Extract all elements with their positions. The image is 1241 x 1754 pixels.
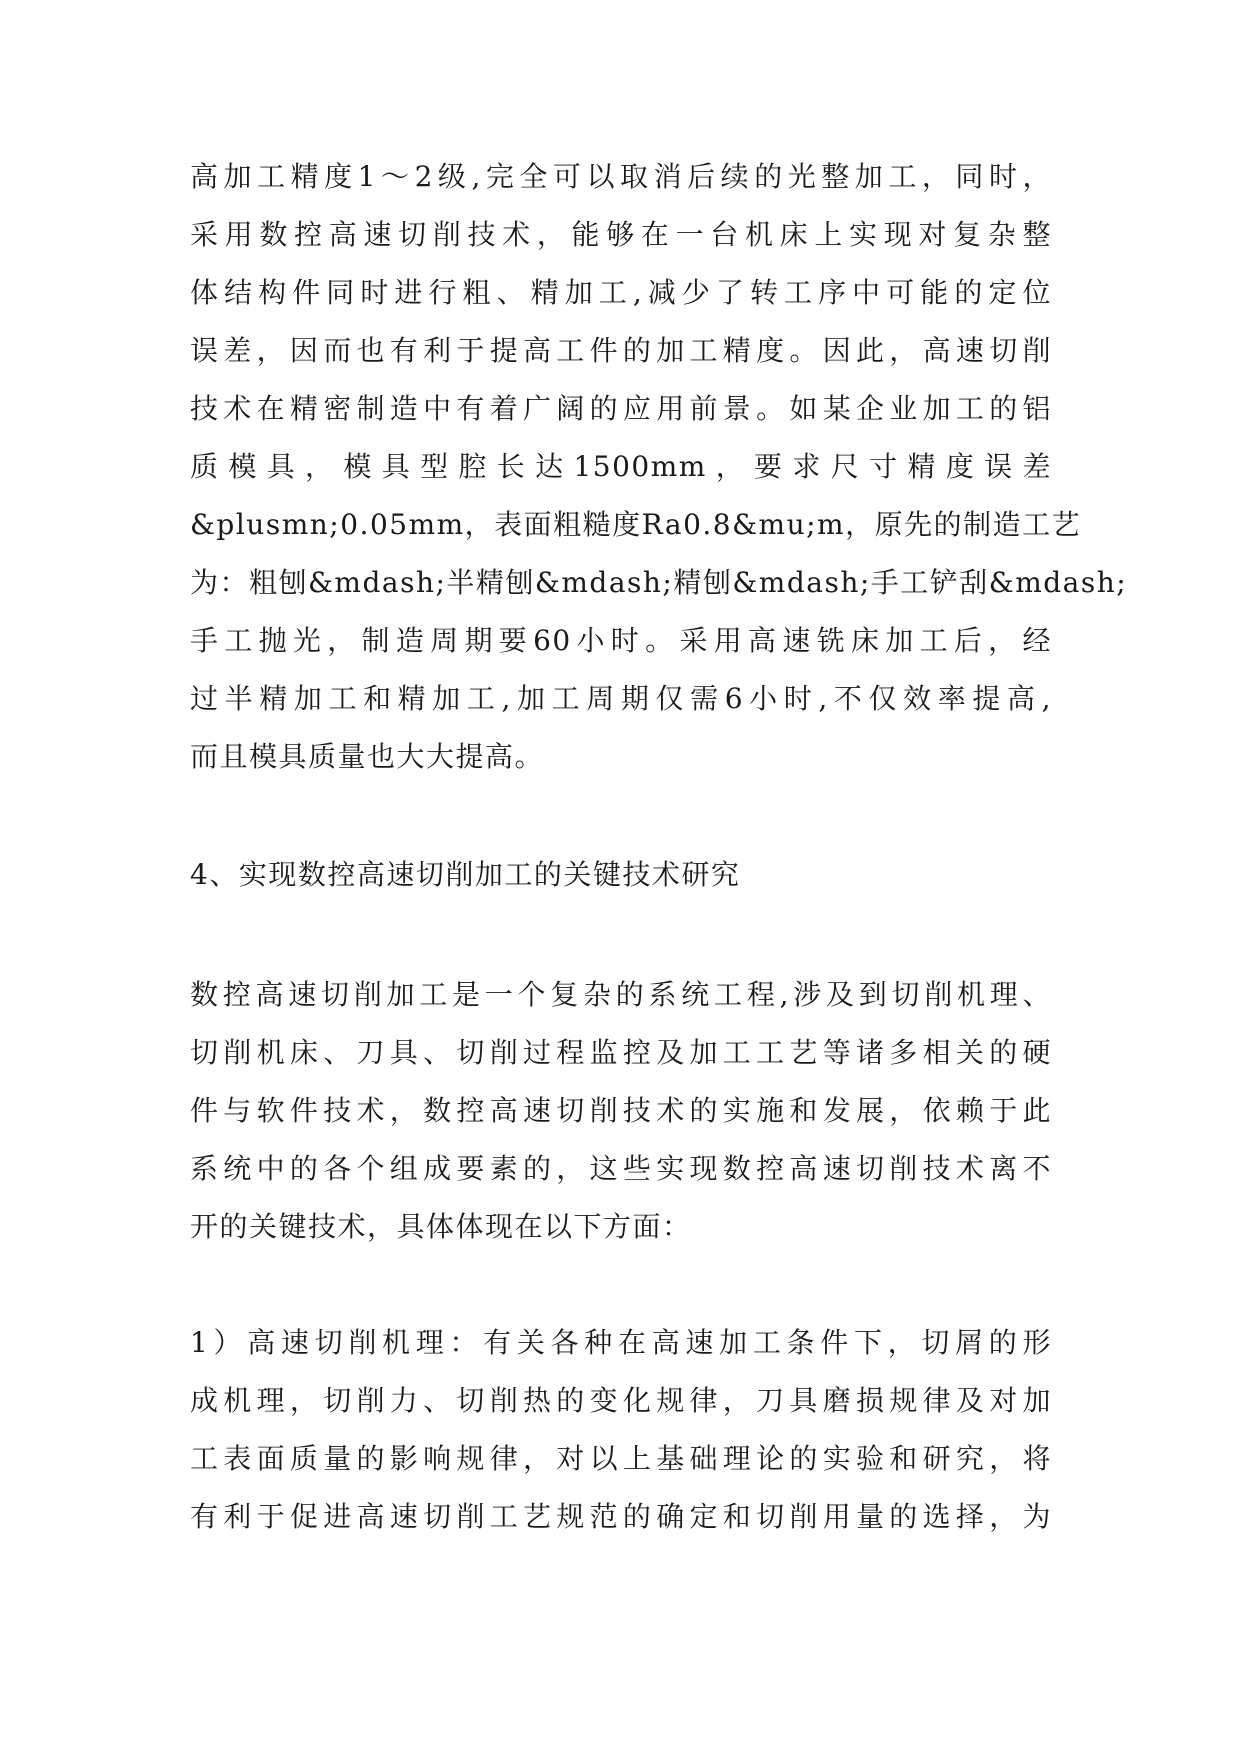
document-page bbox=[190, 148, 1128, 1546]
text-line: 系统中的各个组成要素的，这些实现数控高速切削技术离不 bbox=[190, 1152, 1052, 1185]
text-line: 为：粗刨&mdash;半精刨&mdash;精刨&mdash;手工铲刮&mdash; bbox=[190, 566, 1128, 599]
text-line: 有利于促进高速切削工艺规范的确定和切削用量的选择，为 bbox=[190, 1500, 1052, 1533]
text-line: 误差，因而也有利于提高工件的加工精度。因此，高速切削 bbox=[190, 334, 1052, 367]
text-line: 采用数控高速切削技术，能够在一台机床上实现对复杂整 bbox=[190, 218, 1052, 251]
paragraph-spacer bbox=[190, 1256, 1052, 1314]
text-line: 工表面质量的影响规律，对以上基础理论的实验和研究，将 bbox=[190, 1442, 1052, 1475]
text-line: 质模具，模具型腔长达1500mm，要求尺寸精度误差 bbox=[190, 450, 1052, 483]
text-line: 高加工精度1～2级,完全可以取消后续的光整加工，同时， bbox=[190, 160, 1052, 193]
paragraph-system-engineering bbox=[190, 966, 1052, 1256]
text-line: 开的关键技术，具体体现在以下方面： bbox=[190, 1210, 692, 1243]
text-line: &plusmn;0.05mm，表面粗糙度Ra0.8&mu;m，原先的制造工艺 bbox=[190, 508, 1082, 541]
paragraph-spacer bbox=[190, 904, 1052, 966]
paragraph-cutting-mechanism bbox=[190, 1314, 1052, 1546]
text-line: 1）高速切削机理：有关各种在高速加工条件下，切屑的形 bbox=[190, 1326, 1052, 1359]
paragraph-spacer bbox=[190, 786, 1052, 846]
text-line: 而且模具质量也大大提高。 bbox=[190, 740, 545, 773]
text-line: 数控高速切削加工是一个复杂的系统工程,涉及到切削机理、 bbox=[190, 978, 1052, 1011]
text-line: 件与软件技术，数控高速切削技术的实施和发展，依赖于此 bbox=[190, 1094, 1052, 1127]
text-line: 成机理，切削力、切削热的变化规律，刀具磨损规律及对加 bbox=[190, 1384, 1052, 1417]
text-line: 技术在精密制造中有着广阔的应用前景。如某企业加工的铝 bbox=[190, 392, 1052, 425]
text-line: 手工抛光，制造周期要60小时。采用高速铣床加工后，经 bbox=[190, 624, 1052, 657]
text-line: 过半精加工和精加工,加工周期仅需6小时,不仅效率提高, bbox=[190, 682, 1052, 715]
text-line: 体结构件同时进行粗、精加工,减少了转工序中可能的定位 bbox=[190, 276, 1052, 309]
section-heading: 4、实现数控高速切削加工的关键技术研究 bbox=[190, 858, 741, 891]
text-line: 切削机床、刀具、切削过程监控及加工工艺等诸多相关的硬 bbox=[190, 1036, 1052, 1069]
paragraph-machining-precision bbox=[190, 148, 1128, 786]
